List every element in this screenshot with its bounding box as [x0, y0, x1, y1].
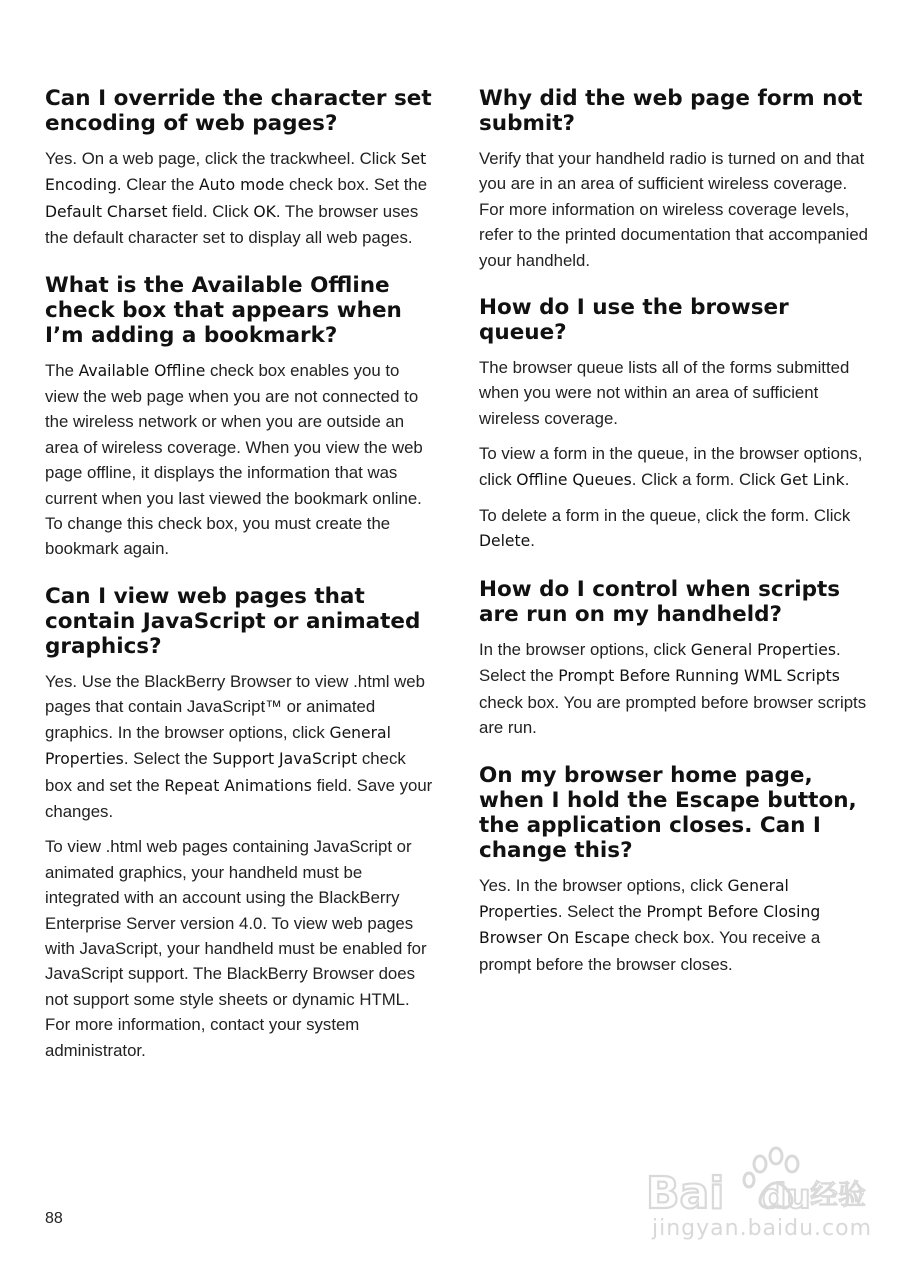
section-heading: How do I control when scripts are run on my handheld? — [479, 576, 841, 627]
faq-section — [479, 763, 871, 978]
svg-text:经验: 经验 — [810, 1178, 867, 1211]
faq-section — [45, 273, 437, 562]
text-run: . The browser uses the default character set to display all web pages. — [45, 201, 419, 248]
ui-term: Prompt Before Running WML Scripts — [558, 667, 840, 686]
ui-term: OK — [253, 202, 276, 221]
ui-term: Set Encoding — [45, 150, 427, 195]
text-run: . Click a form. Click — [631, 469, 781, 489]
text-run: field. Click — [167, 201, 254, 221]
text-run: . Select the — [123, 749, 213, 769]
text-run: field. Save your changes. — [45, 775, 433, 821]
text-run: To view a form in the queue, in the browser options, click — [479, 444, 863, 489]
body-paragraph — [45, 669, 437, 824]
faq-section — [479, 295, 871, 555]
section-heading: On my browser home page, when I hold the Escape button, the application closes. Can I change this? — [479, 762, 857, 863]
ui-term: General Properties — [690, 640, 836, 659]
left-column — [45, 86, 437, 1085]
text-run: . — [530, 531, 535, 551]
ui-term: Delete — [479, 532, 531, 551]
text-run: Yes. Use the BlackBerry Browser to view .html web pages that contain JavaScript™ or animated graphics. In the browser options, click — [45, 671, 425, 742]
faq-section — [45, 86, 437, 251]
ui-term: General Properties — [45, 723, 391, 769]
section-heading: What is the Available Offline check box that appears when I’m adding a bookmark? — [45, 272, 402, 348]
ui-term: Repeat Animations — [164, 776, 312, 795]
ui-term: Available Offline — [78, 361, 206, 380]
baidu-jingyan-watermark — [644, 1142, 874, 1252]
text-run: check box. Set the — [284, 175, 428, 195]
section-heading: Why did the web page form not submit? — [479, 86, 863, 136]
right-column — [479, 86, 871, 999]
text-run: check box enables you to view the web page when you are not connected to the wireless network or when you are outside an area of wireless coverage. When you view the web page offline, it displays the information that was current when you last viewed the bookmark online. To change this check box, you must create the bookmark again. — [45, 360, 423, 559]
body-paragraph — [45, 834, 437, 1063]
body-paragraph — [479, 355, 871, 431]
text-run: . Select the — [557, 901, 647, 921]
text-run: Verify that your handheld radio is turned on and that you are in an area of sufficient wireless coverage. For more information on wireless coverage levels, refer to the printed documentation that accompanied your handheld. — [479, 149, 869, 270]
text-run: check box and set the — [45, 749, 406, 795]
body-paragraph — [45, 146, 437, 251]
watermark-url: jingyan.baidu.com — [652, 1216, 873, 1241]
text-run: . Clear the — [116, 175, 199, 195]
ui-term: Auto mode — [198, 176, 285, 195]
page-number: 88 — [45, 1210, 63, 1227]
text-run: In the browser options, click — [479, 639, 691, 659]
svg-text:du: du — [762, 1177, 811, 1217]
ui-term: Support JavaScript — [212, 750, 358, 769]
ui-term: Offline Queues — [516, 470, 632, 489]
section-heading: How do I use the browser queue? — [479, 295, 789, 346]
body-paragraph — [479, 146, 871, 273]
text-run: To delete a form in the queue, click the form. Click — [479, 506, 851, 526]
text-run: . — [844, 469, 850, 489]
faq-section — [479, 86, 871, 273]
ui-term: Default Charset — [45, 202, 168, 221]
faq-section — [45, 584, 437, 1063]
text-run: Yes. In the browser options, click — [479, 875, 728, 895]
text-run: . Select the — [479, 639, 841, 686]
section-heading: Can I override the character set encoding of web pages? — [45, 86, 432, 136]
ui-term: Get Link — [780, 470, 845, 489]
ui-term: General Properties — [479, 876, 789, 921]
text-run: The browser queue lists all of the forms submitted when you were not within an area of sufficient wireless coverage. — [479, 358, 850, 428]
text-run: To view .html web pages containing JavaScript or animated graphics, your handheld must be integrated with an account using the BlackBerry Enterprise Server version 4.0. To view web pages with JavaScript, your handheld must be enabled for JavaScript support. The BlackBerry Browser does not support some style sheets or dynamic HTML. For more information, contact your system administrator. — [45, 837, 427, 1060]
faq-section — [479, 577, 871, 741]
text-run: The — [45, 360, 79, 380]
text-run: check box. You are prompted before browser scripts are run. — [479, 692, 867, 738]
baidu-logo-icon — [644, 1142, 874, 1222]
body-paragraph — [45, 358, 437, 562]
body-paragraph — [479, 441, 871, 493]
body-paragraph — [479, 503, 871, 555]
text-run: Yes. On a web page, click the trackwheel. Click — [45, 149, 401, 168]
body-paragraph — [479, 637, 871, 741]
ui-term: Prompt Before Closing Browser On Escape — [479, 902, 821, 948]
text-run: check box. You receive a prompt before the browser closes. — [479, 928, 821, 974]
section-heading: Can I view web pages that contain JavaScript or animated graphics? — [45, 583, 421, 659]
body-paragraph — [479, 873, 871, 978]
svg-text:Bai: Bai — [646, 1168, 725, 1219]
